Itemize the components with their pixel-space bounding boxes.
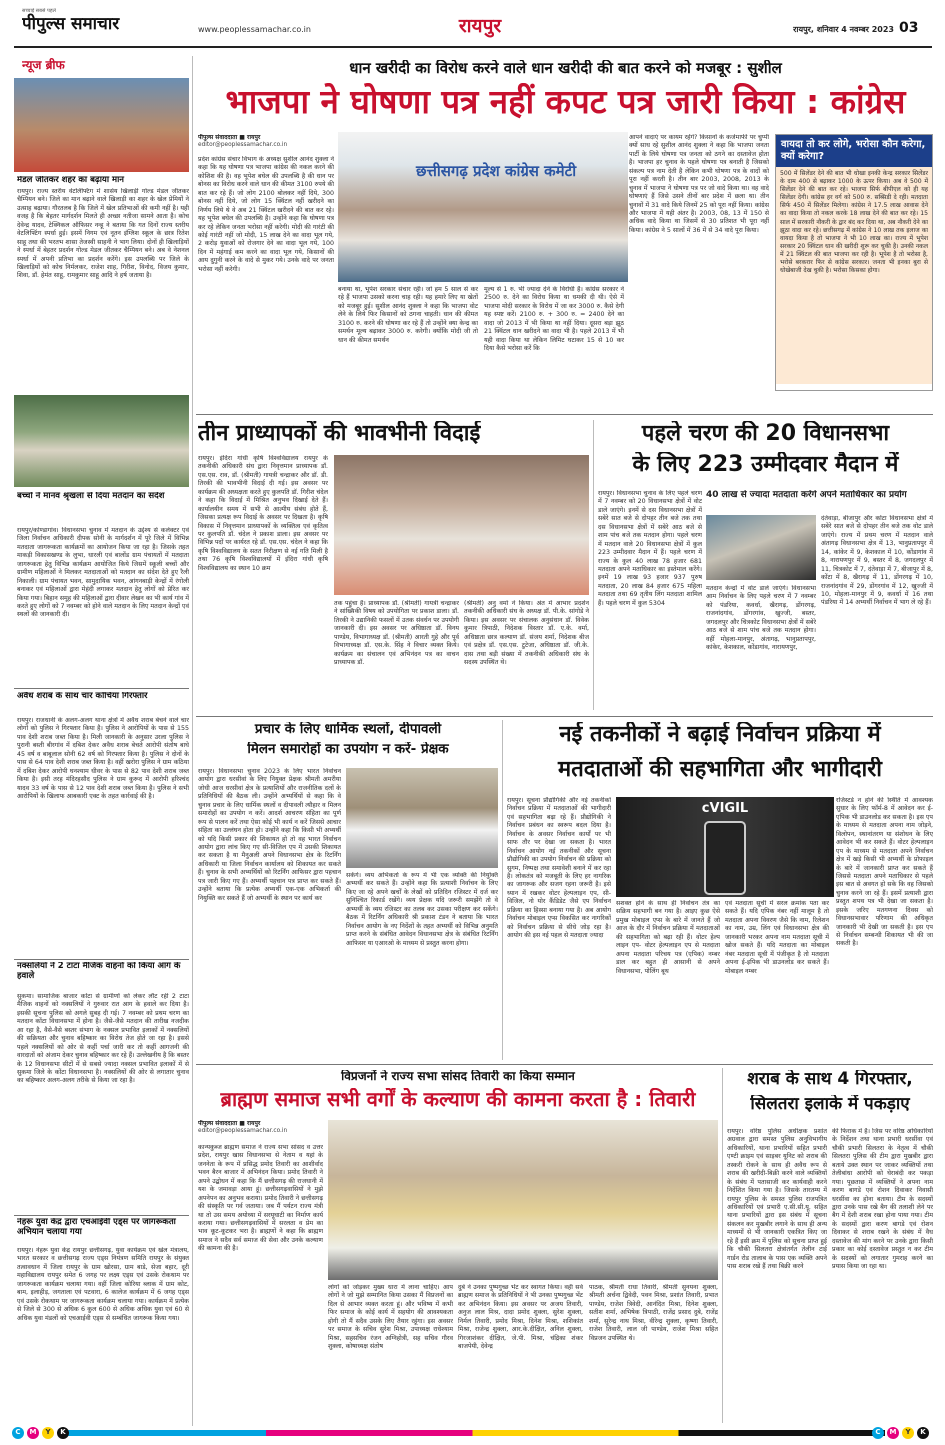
phone-icon (704, 821, 746, 895)
liquor-headline-line-2: सिलतरा इलाके में पकड़ाए (750, 1095, 910, 1114)
lower-rule (196, 1064, 933, 1065)
religious-headline-line-2: मिलन समारोहों का उपयोग न करें- प्रेक्षक (247, 742, 449, 757)
masthead (0, 0, 945, 50)
phase-col-3: दंतेवाड़ा, बीजापुर और कोंटा विधानसभा क्षेत्रों में सबेरे सात बजे से दोपहर तीन बजे तक वोट डाले जाएंगे। राज्य में प्रथम चरण में मतदान वाले अंतागढ़ विधानसभा क्षेत्र में 13, भानुप्रतापपुर में 14, कांकेर में 9, केशकाल में 10, कोंडागांव में 8, नारायणपुर में 9, बस्तर में 8, जगदलपुर में 11, चित्रकोट में 7, दंतेवाड़ा में 7, बीजापुर में 8, कोंटा में 8, खैरागढ़ में 11, डोंगरगढ़ में 10, राजनांदगांव में 29, डोंगरगांव में 12, खुज्जी में 10, मोहला-मानपुर में 9, कवर्धा में 16 तथा पंडरिया में 14 अभ्यर्थी निर्वाचन में भाग ले रहे हैं। (821, 515, 933, 607)
website-link[interactable]: www.peoplessamachar.co.in (198, 25, 311, 34)
cvigil-col-1: रायपुर। सूचना प्रौद्योगिकी और नई तकनीकों निर्वाचन प्रक्रिया में मतदाताओं की भागीदारी एवं सहभागिता बढ़ा रहे हैं। प्रौद्योगिकी ने निर्वाचन प्रबंधन का स्वरूप बदल दिया है। निर्वाचन के अवसर निर्वाचन कार्यों पर भी साफ तौर पर देखा जा सकता है। भारत निर्वाचन आयोग नई तकनीकों और सूचना प्रौद्योगिकी का उपयोग निर्वाचन की प्रक्रिया को सुगम, निष्पक्ष तथा समावेशी बनाने में कर रहा है। लोकतंत्र को मजबूती के लिए हर नागरिक का जागरूक और सजग रहना जरूरी है। इसे ध्यान में रखकर वोटर हेल्पलाइन एप, सी-विजिल, नो योर कैंडिडेट जैसे एप निर्वाचन प्रक्रिया का हिस्सा बनाया गया है। अब आयोग निर्वाचन मोबाइल एप्स विकसित कर नागरिकों को निर्वाचन प्रक्रिया से सीधे जोड़ रहा है। आयोग की इस नई पहल से मतदाता ज्यादा (507, 797, 611, 939)
liquor-col-1: रायपुर। वरिष्ठ पुलिस अधीक्षक प्रशांत अग्रवाल द्वारा समस्त पुलिस अनुविभागीय अधिकारियों, थाना प्रभारियों सहित प्रभारी एण्टी क्राइम एवं साइबर यूनिट को शराब की तस्करी रोकने के साथ ही अवैध रूप से शराब की खरीदी-बिक्री करने वाले व्यक्तियों के संबंध में पतासाजी कर कार्यवाही करने निर्देशित किया गया है। जिसके तारतम्य में रायपुर पुलिस के समस्त पुलिस राजपत्रित अधिकारियों एवं प्रभारी ए.सी.सी.यू. सहित थाना प्रभारियों द्वारा इस संबंध में सूचना संकलन कर मुखबीर लगाने के साथ ही अन्य माध्यमों से भी जानकारी एकत्रित किए जा रहे हैं इसी क्रम में पुलिस को सूचना प्राप्त हुई कि चौकी सिलतरा क्षेत्रांतर्गत तेलीन टाई गार्डन रोड तालाब के पास एक व्यक्ति अपने पास शराब रखे हैं तथा बिक्री करने (727, 1128, 827, 1270)
religious-headline-line-1: प्रचार के लिए धार्मिक स्थलों, दीपावली (254, 722, 442, 737)
cmyk-c-icon: C (872, 1427, 884, 1439)
sidebar-story-5-title: नेहरू युवा केंद्र द्वारा एचआईवी एड्स पर जागरूकता अभियान चलाया गया (17, 1218, 176, 1237)
cmyk-marks-left (12, 1427, 69, 1439)
brand-tagline: सच्चाई सबसे पहले (22, 8, 56, 14)
page-number: 03 (899, 20, 919, 36)
sidebar-story-5-body: रायपुर। नेहरू युवा केंद्र रायपुर छत्तीसगढ़, युवा कार्यक्रम एवं खेल मंत्रालय, भारत सरकार व छत्तीसगढ़ राज्य एड्स नियंत्रण समिति रायपुर के संयुक्त तत्वावधान में जिला रायपुर के ग्राम खोरसा, ग्राम बाडे, सेजा बहार, दूरी महाविद्यालय रायपुर समेत 6 जगह पर लक्ष्य एड्स एवं उसके रोकथाम पर जागरूकता कार्यक्रम चलाया गया। वहीं जिला कोरिया ब्लाक में ग्राम कोट, बाम, इलाहीड़, जगताला एवं पटवारा, 6 कालेज कार्यक्रम में 6 जगह एड्स एवं उसके रोकथाम पर जागरूकता कार्यक्रम चलाया गया। कार्यक्रम में प्रत्येक से जिले से 300 से अधिक 6 कुल 600 से अधिक अधिक युवा एवं 60 से अधिक युवा मंडलों को एचआईवी एड्स से सम्बंधित जागरूक किया गया। (17, 1247, 189, 1322)
evm-photo (706, 515, 816, 580)
cvigil-col-4: रजिस्टर्ड न होने की स्थिति में आवश्यक सुधार के लिए फॉर्म-8 में आवेदन कर ई-एपिक भी डाउनलोड कर सकता है। इस एप के माध्यम से मतदाता अपना नाम जोड़ने, विलोपन, स्थानांतरण या संशोधन के लिए आवेदन भी कर सकते हैं। वोटर हेल्पलाइन एप के माध्यम से मतदाता अपने निर्वाचन क्षेत्र में खड़े किसी भी अभ्यर्थी के प्रोफाइल के बारे में जानकारी प्राप्त कर सकते हैं जिससे मतदाता अपने मताधिकार से पहले इस बात से अवगत हो सके कि वह जिसको चुनाव करने जा रहे हैं। इसमें प्रत्याशी द्वारा प्रस्तुत शपथ पत्र भी देखा जा सकता है। इसके जरिए मतगणना दिवस को विधानसभावार परिणाम की अधिकृत जानकारी भी देखी जा सकती है। इस एप से निर्वाचन सम्बन्धी शिकायत भी की जा सकती है। (836, 797, 933, 948)
farewell-phase-rule (593, 420, 594, 710)
cmyk-k-icon: K (57, 1427, 69, 1439)
brahmin-byline-reporter: पीपुल्स संवाददाता (198, 1120, 238, 1127)
human-chain-photo (14, 395, 189, 487)
farewell-col-1: रायपुर। इंदिरा गांधी कृषि विश्वविद्यालय रायपुर के तकनीकी अधिकारी संघ द्वारा निवृत्तमान प्राध्यापक डॉ. एस.एस. राव, डॉ. (श्रीमती) गायत्री चन्द्राकर और डॉ. डी. तिरकी की भावभीनी विदाई दी गई। इस अवसर पर कार्यक्रम की अध्यक्षता करते हुए कुलपति डॉ. गिरीश चंदेल ने कहा कि विदाई में मिश्रित अनुभव दिखाई देते हैं। कार्यालयीन समय में सभी से आत्मीय संबंध होते हैं, जिसका प्रत्यक्ष रूप विदाई के अवसर पर दिखता है। कृषि विकास में निवृत्तमान प्राध्यापकों के व्यक्तित्व एवं कृतित्व पर कुलपति डॉ. चंदेल ने प्रकाश डाला। इस अवसर पर विभिन्न पदों पर कार्यरत रहे डॉ. एस.एस. चंदेल ने कहा कि कृषि विश्वविद्यालय के सतत निरीक्षण से नई गति मिली है तथा 76 कृषि विश्वविद्यालयों में इंदिरा गांधी कृषि विश्वविद्यालय का स्थान 10 क्रम (198, 455, 328, 572)
religious-col-2: सकेंगे। व्यय अभिकर्ता के रूप में भी एक व्यक्ति की नियुक्ति अभ्यर्थी कर सकते हैं। उन्होंने कहा कि प्रत्याशी निर्वाचन के लिए किए जा रहे अपने खर्चों के लेखों को प्रतिदिन रजिस्टर में दर्ज कर सुनिश्चित रिकार्ड रखेंगे। व्यय प्रेक्षक यदि जरूरी समझेंगे तो वे अभ्यर्थी के व्यय रजिस्टर का तलब कर उसका परीक्षण कर सकेंगे। बैठक में रिटर्निंग अधिकारी श्री प्रकाश टंडन ने बताया कि भारत निर्वाचन आयोग के नए निर्देशों के तहत अभ्यर्थी को विभिन्न अनुमति प्राप्त करने के संबंधित आवेदन विधानसभा क्षेत्र के संबंधित रिटर्निंग आफिसर या एआरओ के माध्यम से प्रस्तुत करना होगा। (346, 872, 498, 947)
cmyk-y-icon: Y (42, 1427, 54, 1439)
brahmin-byline-city: रायपुर (247, 1120, 261, 1127)
religious-col-1: रायपुर। विधानसभा चुनाव 2023 के लिए भारत निर्वाचन आयोग द्वारा धरसीवां के लिए नियुक्त प्रेक्षक श्रीमती अमरीया जोधी आज धरसीवां क्षेत्र के प्रत्याशियों और राजनीतिक दलों के प्रतिनिधियों की बैठक ली। उन्होंने अभ्यर्थियों से कहा कि वे चुनाव प्रचार के लिए धार्मिक स्थलों व दीपावली त्यौहार व मिलन समारोहों का उपयोग न करें। आदर्श आचरण संहिता का पूर्ण रूप से पालन करें तथा ऐसा कोई भी कार्य न करें जिससे आचार संहिता का उल्लंघन होता हो। उन्होंने कहा कि किसी भी अभ्यर्थी को यदि किसी प्रकार की शिकायत हो तो वह भारत निर्वाचन आयोग द्वारा लांच किए गए सी-विजिल एप में उसकी शिकायत कर सकता है या मैनुअली अपने विधानसभा क्षेत्र के रिटर्निंग अधिकारी या जिला निर्वाचन कार्यालय को शिकायत कर सकते हैं। चुनाव के सभी अभ्यर्थियों को रिटर्निंग आफिसर द्वारा पहचान पत्र जारी किए गए हैं। अभ्यर्थी पहचान पत्र प्राप्त कर सकते हैं। उन्होंने बताया कि प्रत्येक अभ्यर्थी एक-एक अभिकर्ता की नियुक्ति कर सकते हैं जो अभ्यर्थी के स्थान पर कार्य कर (198, 768, 341, 902)
sidebar-story-4-body: सुकमा। सामाजिक बाजार कोंटा से ग्रामीणों को लेकर लौट रही 2 टाटा मैजिक वाहनों को नक्सलियों ने गुरुवार रात आग के हवाले कर दिया है। इसकी सूचना पुलिस को अगले सुबह दी गई। 7 नवम्बर को प्रथम चरण का मतदान कोंटा विधानसभा में होना है। जैसे-जैसे मतदान की तारीख नजदीक आ रहा है, वैसे-वैसे बस्तर संभाग के नक्सल प्रभावित इलाकों में नक्सलियों की सक्रियता और चुनाव बहिष्कार का विरोध तेज होते जा रहा है। इससे पहले नक्सलियों को ओर से कहीं पर्चा जारी कर तो कहीं आगजनी की वारदातों को अंजाम देकर चुनाव बहिष्कार कर रहे हैं। उल्लेखनीय है कि बस्तर के 12 विधानसभा सीटों में से सबसे ज्यादा नक्सल प्रभावित इलाकों में से सुकमा जिले के कोंटा विधानसभा है। नक्सलियों की ओर से लगातार चुनाव का बहिष्कार अलग-अलग तरीके से किया जा रहा है। (17, 993, 189, 1085)
sidebar-story-1-body: रायपुर। राज्य स्तरीय वेटलिफ्टिंग में शासेय खिलाड़ी गोल्ड मेडल जीतकर चैम्पियन बने। जिले का मान बढ़ाने वाले खिलाड़ी का शहर के खेल प्रेमियों ने उत्साह बढ़ाया। गौरतलब है कि जिले में खेल प्रतिभाओं की कमी नहीं है। यही वजह है कि बेहतर मार्गदर्शन मिलते ही अच्छा नतीजा सामने आता है। कोच देवेन्द्र यादव, टेक्निकल ऑफिसर नन्हू ने बताया कि गत दिनों राज्य स्तरीय वेटलिफ्टिंग स्पर्धा हुई। इसमें निगम एवं नूतन इंग्लिश स्कूल के छात्र रितेश साहू तथा की भरतभ शासा तेजस्वी साहनी ने भाग लिया। दोनों ही खिलाड़ियों ने स्पर्धा में बेहतर प्रदर्शन गोल्ड मेडल जीतकर चैम्पियन बने। अब वे नेशनल स्पर्धा में अपनी प्रतिभा का प्रदर्शन करेंगे। इस उपलब्धि पर जिले के खिलाड़ियों को कोच निर्मलकर, राजेश शाह, गिरीश, विनोद, विजय कुमार, शिवा, डॉ. हेमंत साहू, रामकुमार साहू आदि ने हर्ष जताया है। (17, 188, 189, 280)
farewell-col-2: तक पहुंचा है। प्राध्यापक डॉ. (श्रीमती) गायत्री चन्द्राकर ने सांख्यिकी विषय को उपयोगिता पर प्रकाश डाला। डॉ. तिरकी ने उद्यानिकी फसलों में उतक संवर्धन पर उपयोगी जानकारी दी। इस अवसर पर अधिष्ठाता डॉ. विनय पाण्डेय, विभागाध्यक्ष डॉ. (श्रीमती) आरती गुहे और पूर्व विभागाध्यक्ष डॉ. एस.के. सिंह ने विचार व्यक्त किये। कार्यक्रम का संचालन एवं अभिनंदन पत्र का वाचन प्राध्यापक डॉ. (334, 600, 459, 667)
congress-banner: छत्तीसगढ़ प्रदेश कांग्रेस कमेटी (416, 162, 577, 180)
cvigil-col-2: सशक्त होने के साथ ही निर्वाचन तंत्र का सक्रिय सहभागी बन गया है। आइए कुछ ऐसे प्रमुख मोबाइल एप्स के बारे में जानते हैं जो आज के दौर में निर्वाचन प्रक्रिया में मतदाताओं की सहभागिता को बढ़ा रही हैं। वोटर हेल्प लाइन एप- वोटर हेल्पलाइन एप से मतदाता अपना मतदाता परिचय पत्र (एपिक) नम्बर डाल कर बहुत ही आसानी से अपने विधानसभा, पोलिंग बूथ (616, 900, 720, 975)
brahmin-col-1: कान्यकुब्ज ब्राह्मण समाज ने राज्य सभा सांसद व उत्तर प्रदेश, रायपुर खास विधानसभा से नेताम व यहां के जननेता के रूप में प्रसिद्ध प्रमोद तिवारी का आशीर्वाद भवन बैरन बाजार में अभिनंदन किया। प्रमोद तिवारी ने अपने उद्बोधन में कहा कि मैं छत्तीसगढ़ की राजधानी में यश के जमावड़ा आया हूं। छत्तीसगढ़वासियों ने मुझे अपनेपन का अनुभव कराया। प्रमोद तिवारी ने छत्तीसगढ़ की संस्कृति पर गर्व जताया। जब मैं पर्यटन राज्य मंत्री था तो उस समय अयोध्या में सरयूघाटी का निर्माण कार्य कराया गया। छत्तीसगढ़वासियों में सरलता व प्रेम का भाव कूट-कूटकर भरा है। ब्राह्मणों ने कहा कि ब्राह्मण समाज ने सदैव सर्व समाज की सेवा और उनके कल्याण की कामना की है। (198, 1144, 323, 1253)
lead-sidebar-title: वायदा तो कर लोगे, भरोसा कौन करेगा, क्यों करेगा? (776, 135, 932, 167)
brahmin-liquor-rule (722, 1068, 723, 1423)
cmyk-m-icon: M (27, 1427, 39, 1439)
lead-sidebar-box (775, 134, 933, 391)
footer-color-band (60, 1430, 885, 1436)
lead-col-3: मूल्य से 1 रु. भी ज्यादा देने के विरोधी है। कांग्रेस सरकार ने 2500 रु. देने का विरोध किया था धमकी दी थी। ऐसे में भाजपा मोदी सरकार के विरोध में जा कर 3000 रु. कैसे देगी यह स्पष्ट करें। 2100 रु. + 300 रु. = 2400 देने का वादा जो 2013 में भी किया था नहीं दिया। दूसरा बड़ा झूठ 21 क्विंटल धान खरीदने का वादा भी है। पहले 2013 में भी यही वादा किया था लेकिन लिमिट घटाकर 15 से 10 कर दिया कैसे भरोसा करें कि (484, 286, 624, 353)
brahmin-kicker: विप्रजनों ने राज्य सभा सांसद तिवारी का किया सम्मान (341, 1070, 575, 1083)
lead-byline: पीपुल्स संवाददाता ■ रायपुर editor@peoplessamachar.co.in (198, 134, 338, 149)
cmyk-c-icon: C (12, 1427, 24, 1439)
cmyk-k-icon: K (917, 1427, 929, 1439)
brahmin-col-4: पाठक, श्रीमती राधा तिवारी, श्रीमती सुनयना शुक्ला, श्रीमती अर्चना द्विवेदी, पवन मिश्रा, प्रशांत तिवारी, प्रभात पाण्डेय, राजेश त्रिवेदी, आनंदित मिश्रा, दिनेश शुक्ला, सतीश शर्मा, अभिषेक त्रिपाठी, राजेंद्र प्रसाद दुबे, राजेंद्र शर्मा, सुरेन्द्र नाथ मिश्रा, वीरेन्द्र शुक्ला, कृष्णा तिवारी, राजेश तिवारी, लाल जी पाण्डेय, राजेश मिश्रा सहित विप्रजन उपस्थित थे। (589, 1284, 718, 1342)
brahmin-byline-email[interactable]: editor@peoplessamachar.co.in (198, 1127, 288, 1134)
religious-cvigil-rule (502, 720, 503, 1060)
farewell-col-3: (श्रीमती) अनु वर्मा ने किया। अंत में आभार प्रदर्शन तकनीकी अधिकारी संघ के अध्यक्ष डॉ. पी.के. सांगोडे ने किया। इस अवसर पर संचालक अनुसंधान डॉ. विवेक कुमार त्रिपाठी, निदेशक विस्तार डॉ. ए.के. वर्मा, अधिष्ठाता छात्र कल्याण डॉ. संजय शर्मा, निदेशक बीज एवं प्रक्षेत्र डॉ. एस.एस. टुटेजा, अधिष्ठाता डॉ. जी.के. दास तथा बड़ी संख्या में तकनीकी अधिकारी संघ के सदस्य उपस्थित थे। (464, 600, 589, 667)
lead-col-4: आपने वादाएं पर कायम रहेंगे? किसानों के कर्जमाफी पर चुप्पी क्यों साध रहे सुशील आनंद शुक्ला ने कहा कि भाजपा जनता पार्टी के लिये घोषणा पत्र जनता को ठगने का दस्तावेज होता है। भाजपा हर चुनाव के पहले घोषणा पत्र बनाती है जिसको संकल्प पत्र नाम देती है लेकिन कभी घोषणा पत्र के वादों को पूरा नहीं करती है। तीन बार 2003, 2008, 2013 के चुनाव में भाजपा ने घोषणा पत्र पर जो वादे किया था। वह वादे घोषणाएं हैं जिसे उसने तीनों बार प्रदेश में छला था। तीन चुनावों में 31 वादे किये जिनमें 25 को पूरा नहीं किया। कांग्रेस और भाजपा में यही अंतर है। 2003, 08, 13 में 150 से अधिक वादे किया था जिसमें से 30 प्रतिशत भी पूरा नहीं किया। कांग्रेस ने 5 सालों में 36 में से 34 वादे पूरा किया। (629, 134, 769, 234)
cvigil-headline-line-1: नई तकनीकों ने बढ़ाई निर्वाचन प्रक्रिया में (559, 722, 881, 747)
lead-sidebar-body: 500 में सिलेंडर देने की बात भी धोखा इनकी केन्द्र सरकार सिलेंडर के दाम 400 से बढ़ाकर 1000 के ऊपर किया। अब वे 500 में सिलेंडर देने की बात कर रहे। भाजपा सिर्फ बीपीएल को ही यह सिलेंडर देगी। कांग्रेस हर वर्ग को 500 रु. सब्सिडी दे रही। मतदाता सिर्फ 450 में सिलेंडर मिलेगा। कांग्रेस ने 17.5 लाख आवास देने का वादा किया तो नकल करके 18 लाख देने की बात कर रहे। 15 साल में सरकारी नौकरी के द्वार बंद कर दिया था, अब नौकरी देने का झूठा वादा कर रहे। छत्तीसगढ़ में कांग्रेस ने 10 लाख तक इलाज का वायदा किया है तो भाजपा ने भी 10 लाख का। राज्य में भूपेश सरकार 20 क्विंटल धान की खरीदी शुरू कर चुकी है। उनकी नकल में 21 क्विंटल की बात भाजपा कर रही है। भूपेश है तो भरोसा है, भरोसे बरकरार फिर से कांग्रेस सरकार। जनता भी इनका बुरा से धोखेबाजी देख चुकी है। भरोसा किसका होगा। (776, 167, 932, 384)
phase-headline-line-2: के लिए 223 उम्मीदवार मैदान में (632, 452, 899, 477)
lead-byline-email[interactable]: editor@peoplessamachar.co.in (198, 141, 288, 148)
observer-meeting-photo (346, 768, 498, 868)
sidebar-story-3-title: अवैध शराब के साथ चार कोचिया गिरफ्तार (17, 692, 148, 701)
masthead-rule (14, 46, 932, 48)
mid-rule (196, 716, 933, 717)
lead-col-1: प्रदेश कांग्रेस संचार विभाग के अध्यक्ष सुशील आनंद शुक्ला ने कहा कि यह घोषणा पत्र भाजपा कांग्रेस की नकल करने की कोशिश की है। वह भूपेश बघेल की उपलब्धि है की धान पर बोनस का विरोध करने वाले धान की कीमत 3100 रुपये की बात कर रहे हैं। जो लोग 2100 बोलकर नहीं दिये, 300 बोनस नहीं दिये, जो लोग 15 क्विंटल नहीं खरीदने का निर्णय लिये थे वे अब 21 क्विंटल खरीदने की बात कर रहे। यह भूपेश बघेल की उपलब्धि है। उन्होंने कहा कि घोषणा पत्र कर रहे लेकिन जनता भरोसा नहीं करेगी। मोदी की गारंटी की कोई गारंटी नहीं जो मोदी, 15 लाख देने का वादा भूल गये, 2 करोड़ युवाओं को रोजगार देने का वादा भूल गये, 100 दिन में महंगाई कम करने का वादा भूल गये, किसानों की आय दुगुनी करने के वादे से मुकर गये। उनके वादे पर जनता भरोसा नहीं करेगी। (198, 156, 334, 273)
sidebar-divider-2 (14, 959, 189, 960)
cvigil-col-3: एवं मतदाता सूची में सरल क्रमांक पता कर सकते हैं। यदि एपिक नंबर नहीं मालूम है तो मतदाता अपना विवरण जैसे कि नाम, रिलेशन का नाम, उम्र, लिंग एवं विधानसभा क्षेत्र की जानकारी भरकर अपना नाम मतदाता सूची में खोज सकते हैं। यदि मतदाता का मोबाइल नंबर मतदाता सूची में पंजीकृत है तो मतदाता अपना ई-इपिक भी डाउनलोड कर सकते हैं। मोबाइल नम्बर (725, 900, 829, 975)
sidebar-story-1-title: मेडल जीतकर शहर का बढ़ाया मान (17, 176, 125, 185)
phase-subhead: 40 लाख से ज्यादा मतदाता करेंगे अपने मताधिकार का प्रयोग (706, 490, 907, 500)
sidebar-story-3-body: रायपुर। राजधानी के अलग-अलग थाना क्षेत्रों में अवैध शराब बेचने वाले चार लोगों को पुलिस ने गिरफ्तार किया है। पुलिस ने आरोपियों के पास से 155 पाव देशी शराब जब्त किया है। मिली जानकारी के अनुसार उरला पुलिस ने पुरानी बस्ती बीरगांव में दबिश देकर अवैध शराब बेचते आरोपी संतोष बाघे 45 वर्ष व बाबूलाल सोनी 62 वर्ष को गिरफ्तार किया है। पुलिस ने दोनों के पास से 64 पाव देशी शराब जब्त किया है। वहीं खरोरा पुलिस ने ग्राम कठिया में दबिश देकर आरोपी घनश्याम धीवर के पास से 82 पाव देशी शराब जब्त किया है। इसी तरह मंदिरहसौद पुलिस ने ग्राम कुरूद में आरोपी हरिश्चंद यादव 33 वर्ष के पास से 12 पाव देशी शराब जब्त किया है। पुलिस ने सभी आरोपियों के खिलाफ आबकारी एक्ट के तहत कार्रवाई की है। (17, 717, 189, 800)
brand-logo[interactable] (22, 8, 192, 38)
sidebar-story-2-body: रायपुर/कोण्डागांव। विधानसभा चुनाव में मतदान के उद्देश्य से कलेक्टर एवं जिला निर्वाचन अधिकारी दीपक सोनी के मार्गदर्शन में पूरे जिले में विभिन्न मतदाता जागरूकता कार्यक्रमों का आयोजन किया जा रहा है। जिसके तहत माकड़ी विकासखण्ड के लुभा, धारली एवं बालोंड ग्राम पंचायतों में मतदाता जागरूकता हेतु विभिन्न कार्यक्रम आयोजित किये जिसमें स्कूली बच्चों और ग्रामीण महिलाओं ने मिलकर मतदाताओं को मतदान का संदेश देते हुए रैली निकाली। ग्राम पंचायत भवन, सामुदायिक भवन, आंगनबाड़ी केन्द्रों में रंगोली बनाकर एवं महिलाओं द्वारा मेहंदी लगाकर मतदान हेतु लोगों को प्रेरित कर किया गया। बिहान समूह की महिलाओं द्वारा दीवार लेखन का भी कार्य गांव में करते हुए लोगों को 7 नवम्बर को होने वाले मतदान के लिए मतदान केन्द्रों एवं स्थलों की जानकारी दी। (17, 527, 189, 619)
phase-col-1: रायपुर। विधानसभा चुनाव के लिए पहले चरण में 7 नवम्बर को 20 विधानसभा क्षेत्रों में वोट डाले जाएंगे। इनमें से दस विधानसभा क्षेत्रों में सबेरे सात बजे से दोपहर तीन बजे तक तथा दस विधानसभा क्षेत्रों में सबेरे आठ बजे से शाम पांच बजे तक मतदान होगा। पहले चरण में मतदान वाले 20 विधानसभा क्षेत्रों में कुल 223 उम्मीदवार मैदान में हैं। पहले चरण में राज्य के कुल 40 लाख 78 हजार 681 मतदाता अपने मताधिकार का इस्तेमाल करेंगे। इनमें 19 लाख 93 हजार 937 पुरुष मतदाता, 20 लाख 84 हजार 675 महिला मतदाता तथा 69 तृतीय लिंग मतदाता शामिल हैं। पहले चरण में कुल 5304 (598, 490, 702, 607)
lead-byline-reporter: पीपुल्स संवाददाता (198, 134, 238, 141)
news-brief-label: न्यूज ब्रीफ (22, 58, 65, 72)
sidebar-divider-1 (14, 688, 189, 689)
lead-headline: भाजपा ने घोषणा पत्र नहीं कपट पत्र जारी किया : कांग्रेस (225, 83, 906, 121)
brahmin-headline: ब्राह्मण समाज सभी वर्गों के कल्याण की कामना करता है : तिवारी (220, 1088, 696, 1111)
phase-headline-line-1: पहले चरण की 20 विधानसभा (641, 421, 890, 446)
lead-col-2: बनाया था, भूपेश सरकार संचार रही। जो हम 5 साल से कर रहे हैं भाजपा उसको करना चाह रही। यह हमारे लिए या खेतों को मजबूर हुई। सुशील आनंद शुक्ला ने कहा कि भाजपा वोट लेने के लिये फिर किसानों को ठगना चाहती। धान की कीमत 3100 रु. करने की घोषणा कर रहे हैं तो उन्होंने क्या केन्द्र का समर्थन मूल्य बढ़ाकर 3000 रु. करेगी। क्योंकि मोदी जी तो धान की कीमत समर्थन (338, 286, 478, 344)
farewell-headline: तीन प्राध्यापकों की भावभीनी विदाई (198, 421, 481, 446)
lead-kicker: धान खरीदी का विरोध करने वाले धान खरीदी की बात करने को मजबूर : सुशील (349, 60, 782, 77)
sidebar-story-2-title: बच्चों ने मानव श्रृंखला से दिया मतदान का संदेश (17, 492, 165, 501)
sidebar-rule (192, 56, 193, 1426)
cmyk-y-icon: Y (902, 1427, 914, 1439)
medal-winners-photo (14, 78, 189, 172)
brahmin-col-2: लोगों को जोड़कर मुख्य धारा में लाना चाहिए। आप लोगों ने जो मुझे सम्मानित किया उसका मैं विप्रजनों का दिल से आभार व्यक्त करता हूं। और भविष्य में कभी फिर समाज के कोई कार्य में सहयोग की आवश्यकता होगी तो मैं सदैव उसके लिए तैयार रहूंगा। इस अवसर पर समाज के सचिव सुरेश मिश्रा, उपाध्यक्ष राधेश्याम मिश्रा, सहसचिव रंजन अग्निहोत्री, सह सचिव गौरव शुक्ला, कोषाध्यक्ष संतोष (328, 1284, 453, 1351)
cvigil-app-name: cVIGIL (701, 801, 749, 816)
phase-col-2: मतदान केन्द्रों में वोट डाले जाएंगे। विधानसभा आम निर्वाचन के लिए पहले चरण में 7 नवम्बर को पंडरिया, कवर्धा, खैरागढ़, डोंगरगढ़, राजनांदगांव, डोंगरगांव, खुज्जी, बस्तर, जगदलपुर और चित्रकोट विधानसभा क्षेत्रों में सबेरे आठ बजे से शाम पांच बजे तक मतदान होगा। वहीं मोहला-मानपुर, अंतागढ़, भानुप्रतापपुर, कांकेर, केशकाल, कोंडागांव, नारायणपुर, (706, 585, 816, 652)
congress-press-photo (338, 132, 628, 282)
farewell-photo (334, 455, 589, 595)
lead-rule (196, 414, 933, 415)
cmyk-m-icon: M (887, 1427, 899, 1439)
brahmin-col-3: दुबे ने उनका पुष्पगुच्छ भेंट कर स्वागत किया। वहीं सर्व ब्राह्मण समाज के प्रतिनिधियों ने भी उनका पुष्पगुच्छ भेंट कर अभिनंदन किया। इस अवसर पर अजय तिवारी, अनुज लाल मिश्र, दादा प्रमोद शुक्ला, सुरेश शुक्ला, निर्मल तिवारी, प्रमोद मिश्रा, दिनेश मिश्रा, शशिकांत मिश्रा, राजेन्द्र शुक्ला, आर.के.दीक्षित, अनिल शुक्ला, गिरजाशंकर दीक्षित, जे.पी. मिश्रा, चंद्रिका शंकर बाजपेयी, देवेन्द्र (458, 1284, 583, 1351)
liquor-headline-line-1: शराब के साथ 4 गिरफ्तार, (747, 1070, 913, 1089)
cmyk-marks-right (872, 1427, 929, 1439)
felicitation-photo (328, 1120, 718, 1280)
page-city: रायपुर (458, 15, 502, 37)
issue-date: रायपुर, शनिवार 4 नवम्बर 2023 (793, 25, 894, 34)
liquor-col-2: की फिराक में है। जिस पर वरिष्ठ अधिकारियों के निर्देशन तथा थाना प्रभारी धरसींवा एवं चौकी प्रभारी सिलतरा के नेतृत्व में चौकी सिलतरा पुलिस की टीम द्वारा मुखबीर द्वारा बताये उक्त स्थान पर जाकर व्यक्तियों तथा तेलीबांधा आरोपी को घेराबंदी कर पकड़ा गया। पूछताछ में व्यक्तियों ने अपना नाम करण बागडे एवं रोशन दिवाकर निवासी धरसींवा का होना बताया। टीम के सदस्यों द्वारा उनके पास रखे बैग की तलाशी लेने पर बैग में देशी शराब रखा होना पाया गया। टीम के सदस्यों द्वारा करण बागडे एवं रोशन दिवाकर से शराब रखने के संबंध में वैध दस्तावेज की मांग करने पर उनके द्वारा किसी प्रकार का कोई दस्तावेज प्रस्तुत न कर टीम के सदस्यों को लगातार गुमराह करने का प्रयास किया जा रहा था। (832, 1128, 933, 1270)
cvigil-headline-line-2: मतदाताओं की सहभागिता और भागीदारी (558, 757, 882, 782)
brand-name: पीपुल्स समाचार (22, 13, 120, 34)
brahmin-byline: पीपुल्स संवाददाता ■ रायपुर editor@peoplessamachar.co.in (198, 1120, 338, 1135)
lead-byline-city: रायपुर (247, 134, 261, 141)
cvigil-app-graphic (616, 797, 834, 897)
sidebar-story-4-title: नक्सलियों ने 2 टाटा मैजिक वाहनों को किया आग के हवाले (17, 962, 181, 981)
sidebar-divider-3 (14, 1215, 189, 1216)
